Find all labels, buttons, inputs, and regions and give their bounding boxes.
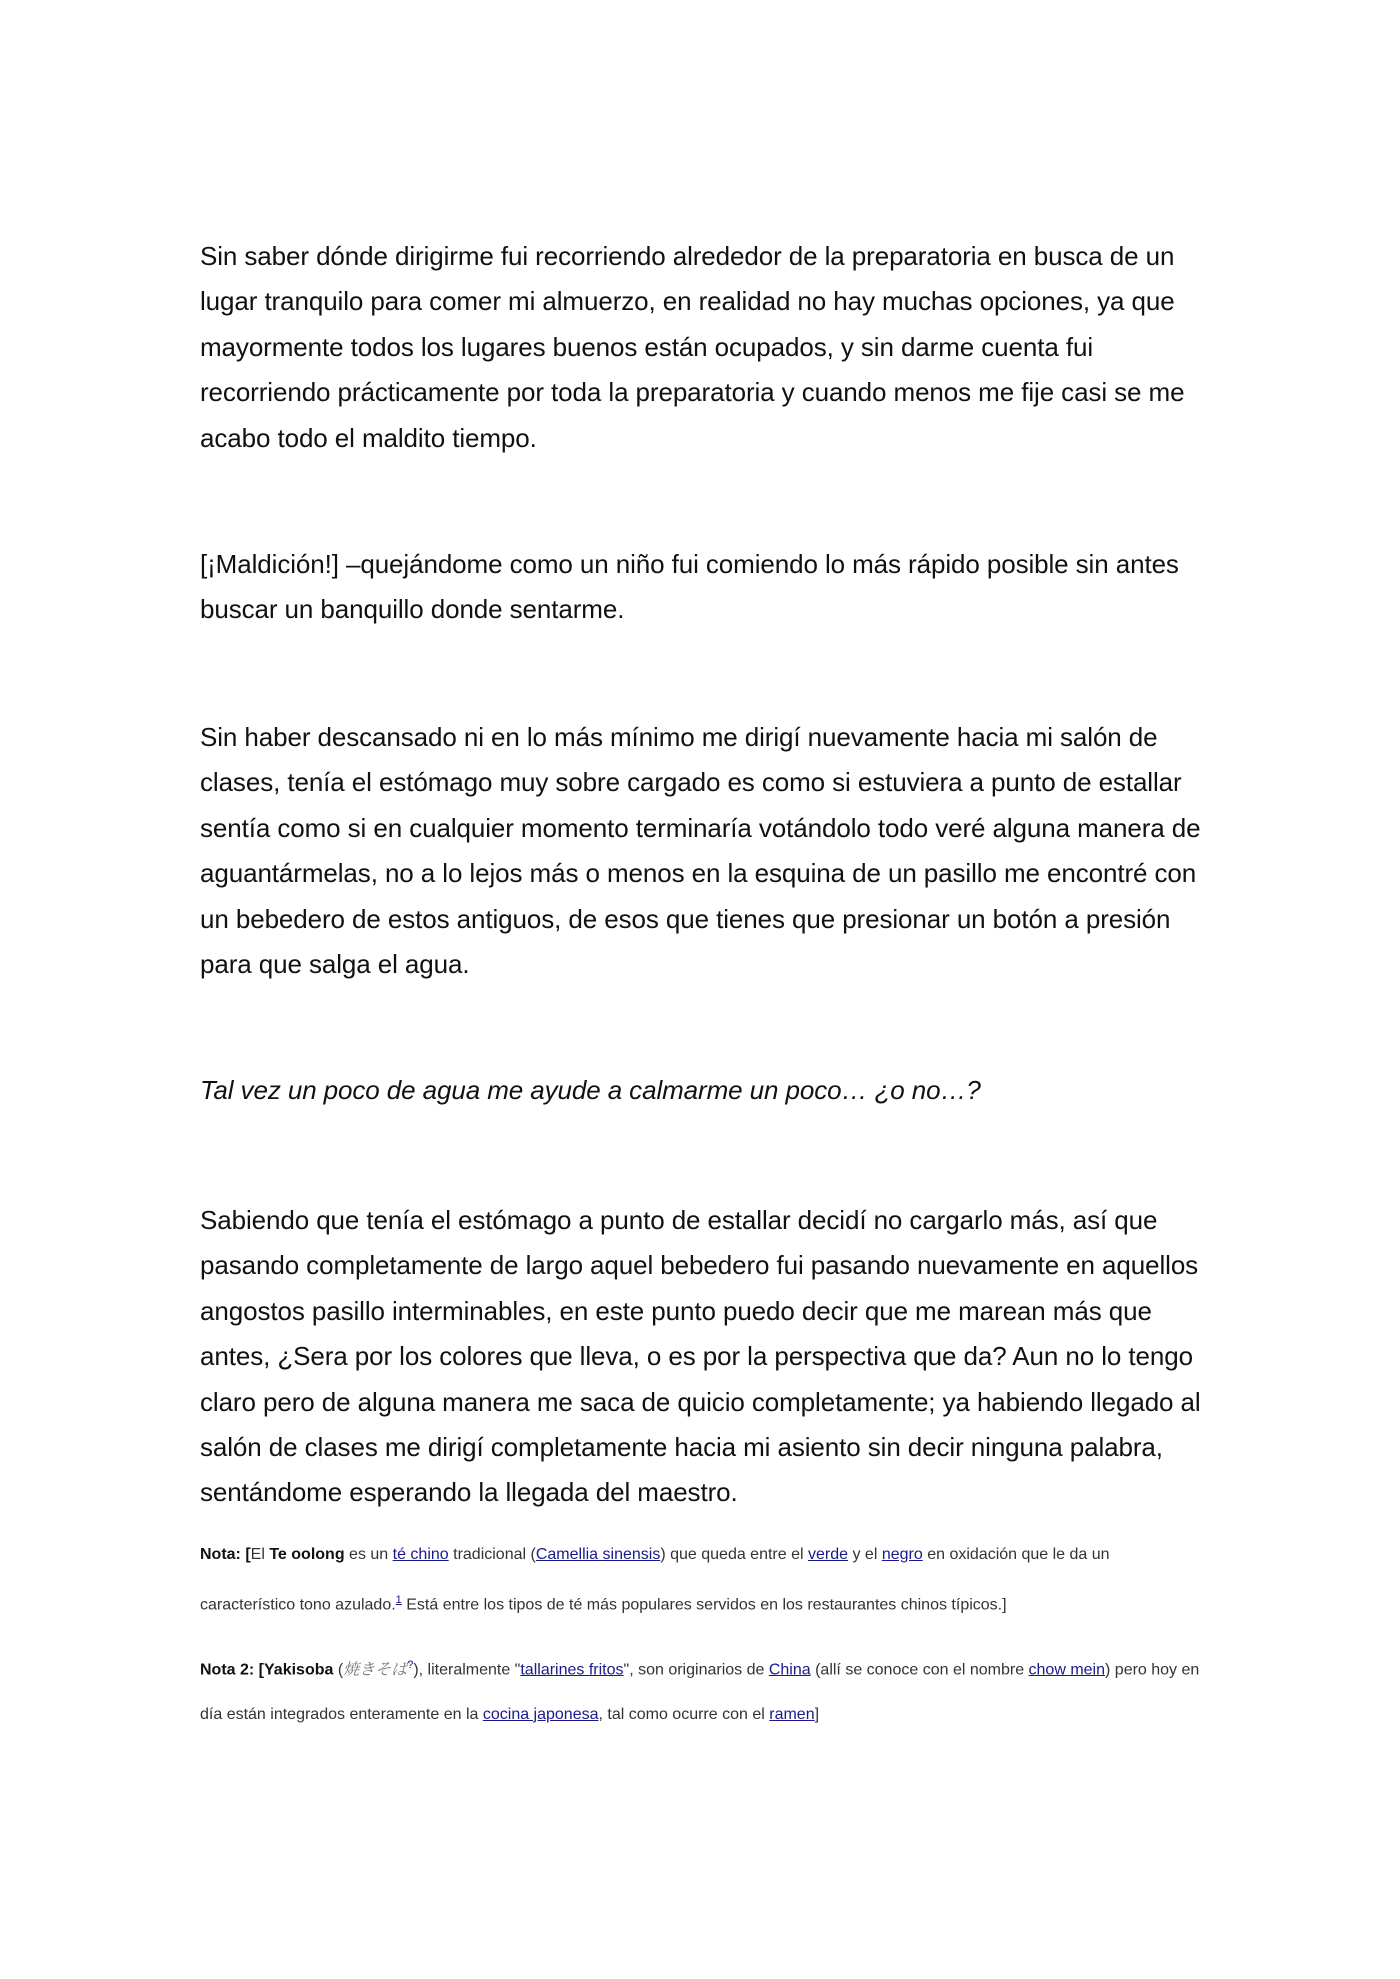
note-text: El xyxy=(250,1546,270,1563)
note-text: ", son originarios de xyxy=(623,1661,769,1679)
paragraph-2: [¡Maldición!] –quejándome como un niño fui comiendo lo más rápido posible sin antes buscar un banquillo donde sentarme. xyxy=(200,549,1179,625)
link-ramen[interactable]: ramen xyxy=(769,1705,815,1723)
note-text: y el xyxy=(848,1546,882,1563)
note-text: ), literalmente " xyxy=(413,1661,521,1679)
note-term: Te oolong xyxy=(269,1546,345,1563)
reference-unknown[interactable]: ? xyxy=(407,1659,414,1671)
reference-1-link[interactable]: 1 xyxy=(395,1593,402,1606)
paragraph-1: Sin saber dónde dirigirme fui recorriendo alrededor de la preparatoria en busca de un lugar tranquilo para comer mi almuerzo, en realidad no hay muchas opciones, ya que mayormente todos los lugares buenos están ocupados, y sin darme cuenta fui recorriendo prácticamente por toda la preparatoria y cuando menos me fije casi se me acabo todo el maldito tiempo. xyxy=(200,241,1185,453)
note-text: ) que queda entre el xyxy=(660,1546,808,1563)
footnote-oolong xyxy=(200,1533,1205,1627)
note-text: es un xyxy=(344,1546,393,1563)
japanese-text: 焼きそば xyxy=(343,1659,408,1679)
link-verde[interactable]: verde xyxy=(808,1546,849,1563)
note-text: ) pero hoy en día están integrados enteramente en la xyxy=(200,1661,1200,1723)
paragraph-5: Sabiendo que tenía el estómago a punto de estallar decidí no cargarlo más, así que pasando completamente de largo aquel bebedero fui pasando nuevamente en aquellos angostos pasillo interminables, en este punto puedo decir que me marean más que antes, ¿Sera por los colores que lleva, o es por la perspectiva que da? Aun no lo tengo claro pero de alguna manera me saca de quicio completamente; ya habiendo llegado al salón de clases me dirigí completamente hacia mi asiento sin decir ninguna palabra, sentándome esperando la llegada del maestro. xyxy=(200,1205,1201,1508)
paragraph-4-italic-thought: Tal vez un poco de agua me ayude a calmarme un poco… ¿o no…? xyxy=(200,1075,981,1105)
note-label: Nota 2: xyxy=(200,1661,255,1679)
note-text: Está entre los tipos de té más populares servidos en los restaurantes chinos típicos.] xyxy=(401,1595,1007,1613)
link-camellia-sinensis[interactable]: Camellia sinensis xyxy=(535,1546,661,1563)
note-text: ( xyxy=(333,1661,344,1679)
link-tallarines-fritos[interactable]: tallarines fritos xyxy=(520,1661,624,1679)
link-te-chino[interactable]: té chino xyxy=(392,1546,449,1563)
note-label: Nota: xyxy=(200,1546,241,1563)
note-text: en oxidación que le da un característico tono azulado. xyxy=(200,1546,1110,1613)
footnote-yakisoba xyxy=(200,1643,1205,1737)
link-negro[interactable]: negro xyxy=(881,1546,923,1563)
note-text: tradicional ( xyxy=(448,1546,536,1563)
link-chow-mein[interactable]: chow mein xyxy=(1028,1661,1106,1679)
note-text: (allí se conoce con el nombre xyxy=(810,1661,1029,1679)
link-china[interactable]: China xyxy=(768,1661,811,1679)
paragraph-3: Sin haber descansado ni en lo más mínimo me dirigí nuevamente hacia mi salón de clases, tenía el estómago muy sobre cargado es como si estuviera a punto de estallar sentía como si en cualquier momento terminaría votándolo todo veré alguna manera de aguantármelas, no a lo lejos más o menos en la esquina de un pasillo me encontré con un bebedero de estos antiguos, de esos que tienes que presionar un botón a presión para que salga el agua. xyxy=(200,722,1201,980)
link-cocina-japonesa[interactable]: cocina japonesa xyxy=(482,1705,599,1723)
note-term: Yakisoba xyxy=(264,1661,334,1679)
note-bracket: [ xyxy=(240,1546,251,1563)
note-bracket: [ xyxy=(254,1661,265,1679)
note-text: ] xyxy=(814,1705,820,1723)
note-text: , tal como ocurre con el xyxy=(598,1705,770,1723)
